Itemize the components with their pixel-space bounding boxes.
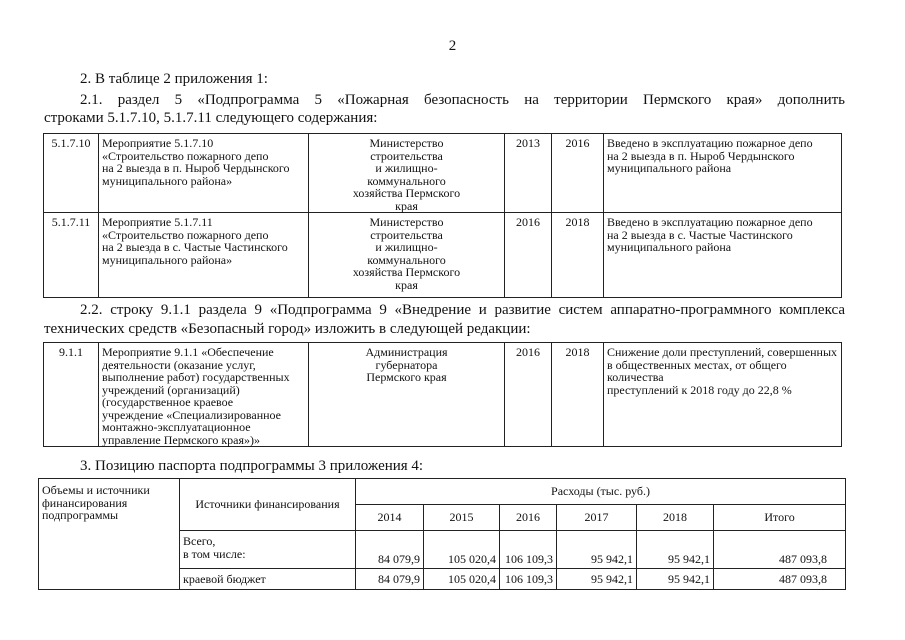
row-event: Мероприятие 5.1.7.10 «Строительство пожарного депо на 2 выезда в п. Ныроб Чердынского муниципального района» bbox=[99, 134, 309, 213]
table-row bbox=[44, 134, 842, 213]
paragraph-2: 2. В таблице 2 приложения 1: bbox=[80, 71, 268, 87]
row-start-year: 2013 bbox=[505, 134, 552, 213]
expenses-header: Расходы (тыс. руб.) bbox=[356, 479, 846, 505]
source-label: Всего, в том числе: bbox=[180, 531, 356, 569]
value-cell: 105 020,4 bbox=[424, 569, 500, 590]
year-header: 2016 bbox=[500, 505, 557, 531]
row-end-year: 2016 bbox=[552, 134, 604, 213]
row-end-year: 2018 bbox=[552, 213, 604, 298]
table-row bbox=[44, 213, 842, 298]
value-cell: 95 942,1 bbox=[637, 531, 714, 569]
row-executor: Министерство строительства и жилищно- коммунального хозяйства Пермского края bbox=[309, 213, 505, 298]
sources-header: Источники финансирования bbox=[180, 479, 356, 531]
paragraph-3: 3. Позицию паспорта подпрограммы 3 приложения 4: bbox=[80, 458, 424, 474]
total-cell: 487 093,8 bbox=[714, 569, 846, 590]
value-cell: 84 079,9 bbox=[356, 569, 424, 590]
value-cell: 95 942,1 bbox=[557, 531, 637, 569]
table-row bbox=[44, 343, 842, 447]
total-header: Итого bbox=[714, 505, 846, 531]
row-code: 9.1.1 bbox=[44, 343, 99, 447]
row-event: Мероприятие 5.1.7.11 «Строительство пожарного депо на 2 выезда в с. Частые Частинского муниципального района» bbox=[99, 213, 309, 298]
value-cell: 95 942,1 bbox=[557, 569, 637, 590]
paragraph-2-2-line1: 2.2. строку 9.1.1 раздела 9 «Подпрограмма 9 «Внедрение и развитие систем аппаратно-программного комплекса bbox=[80, 302, 845, 318]
value-cell: 95 942,1 bbox=[637, 569, 714, 590]
row-end-year: 2018 bbox=[552, 343, 604, 447]
row-result: Введено в эксплуатацию пожарное депо на 2 выезда в п. Ныроб Чердынского муниципального района bbox=[604, 134, 842, 213]
row-code: 5.1.7.10 bbox=[44, 134, 99, 213]
year-header: 2015 bbox=[424, 505, 500, 531]
paragraph-2-1-line1: 2.1. раздел 5 «Подпрограмма 5 «Пожарная безопасность на территории Пермского края» дополнить bbox=[80, 92, 845, 108]
value-cell: 106 109,3 bbox=[500, 569, 557, 590]
total-cell: 487 093,8 bbox=[714, 531, 846, 569]
source-label: краевой бюджет bbox=[180, 569, 356, 590]
paragraph-2-1-line2: строками 5.1.7.10, 5.1.7.11 следующего содержания: bbox=[44, 110, 378, 126]
page-number: 2 bbox=[448, 38, 457, 54]
value-cell: 84 079,9 bbox=[356, 531, 424, 569]
value-cell: 106 109,3 bbox=[500, 531, 557, 569]
row-event: Мероприятие 9.1.1 «Обеспечение деятельности (оказание услуг, выполнение работ) государственных учреждений (организаций) (государственное краевое учреждение «Специализированное монтажно-эксплуатационное управление Пермского края»)» bbox=[99, 343, 309, 447]
financing-label: Объемы и источники финансирования подпрограммы bbox=[39, 479, 180, 590]
row-start-year: 2016 bbox=[505, 213, 552, 298]
table-header-row bbox=[39, 479, 846, 505]
table-fire-safety bbox=[43, 133, 842, 298]
row-start-year: 2016 bbox=[505, 343, 552, 447]
row-executor: Администрация губернатора Пермского края bbox=[309, 343, 505, 447]
value-cell: 105 020,4 bbox=[424, 531, 500, 569]
row-result: Снижение доли преступлений, совершенных в общественных местах, от общего количества преступлений к 2018 году до 22,8 % bbox=[604, 343, 842, 447]
year-header: 2018 bbox=[637, 505, 714, 531]
row-result: Введено в эксплуатацию пожарное депо на 2 выезда в с. Частые Частинского муниципального района bbox=[604, 213, 842, 298]
year-header: 2017 bbox=[557, 505, 637, 531]
year-header: 2014 bbox=[356, 505, 424, 531]
row-executor: Министерство строительства и жилищно- коммунального хозяйства Пермского края bbox=[309, 134, 505, 213]
paragraph-2-2-line2: технических средств «Безопасный город» изложить в следующей редакции: bbox=[44, 321, 531, 337]
row-code: 5.1.7.11 bbox=[44, 213, 99, 298]
table-safe-city bbox=[43, 342, 842, 447]
table-financing bbox=[38, 478, 846, 590]
